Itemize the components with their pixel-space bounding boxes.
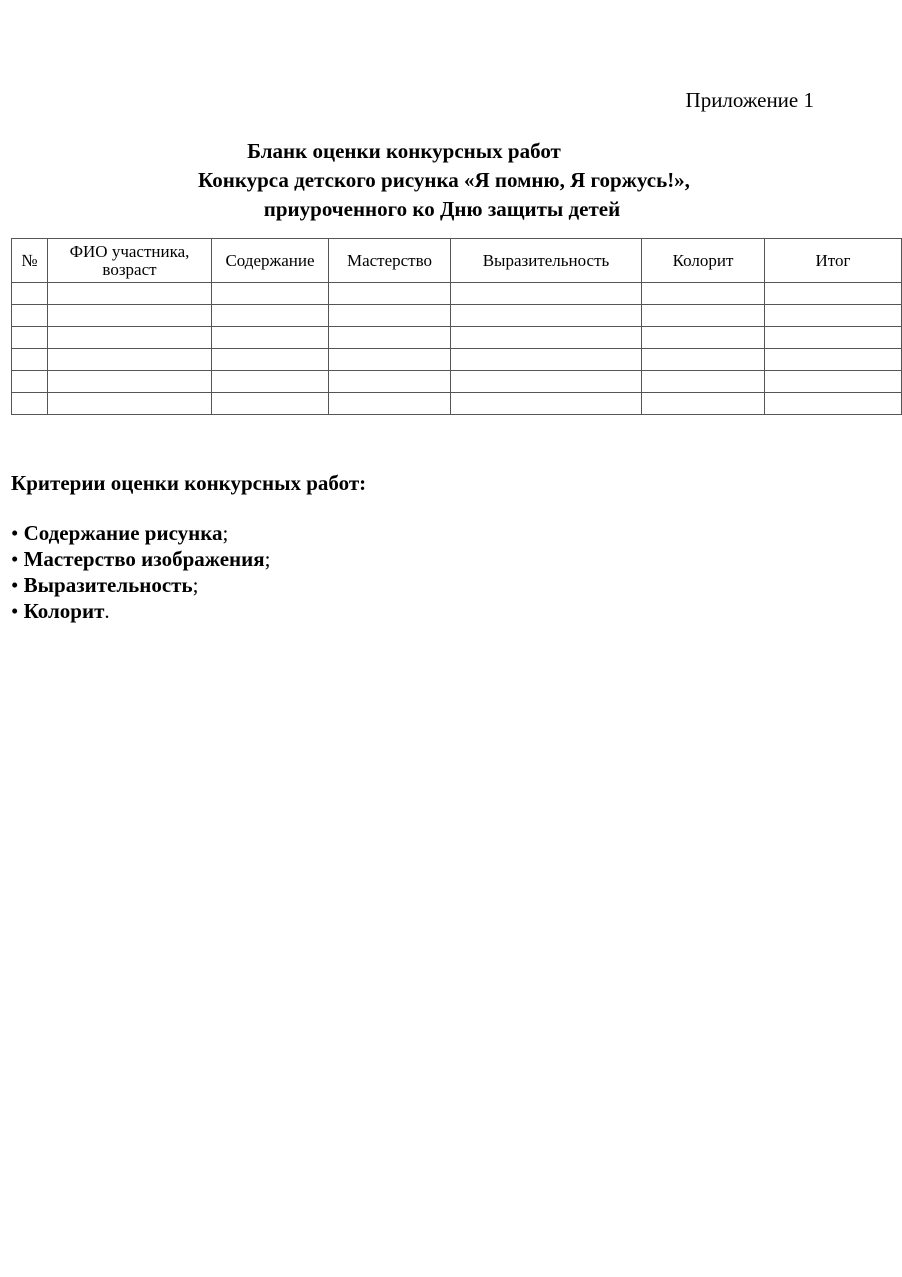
criteria-item-name: Колорит: [23, 599, 105, 623]
evaluation-table-container: [11, 238, 851, 415]
table-cell: [451, 393, 642, 415]
table-cell: [329, 349, 451, 371]
criteria-item-name: Мастерство изображения: [23, 547, 265, 571]
column-header-number: №: [12, 239, 48, 283]
table-cell: [329, 283, 451, 305]
table-row: [12, 283, 902, 305]
table-cell: [212, 393, 329, 415]
table-cell: [212, 305, 329, 327]
criteria-item-name: Содержание рисунка: [23, 521, 223, 545]
table-cell: [12, 393, 48, 415]
table-cell: [642, 393, 765, 415]
table-cell: [12, 327, 48, 349]
table-cell: [765, 305, 902, 327]
table-cell: [451, 371, 642, 393]
table-cell: [212, 371, 329, 393]
table-cell: [12, 305, 48, 327]
criteria-list: [11, 520, 366, 624]
criteria-item-end: ;: [192, 573, 199, 597]
table-cell: [48, 349, 212, 371]
bullet-glyph: •: [11, 573, 19, 597]
column-header-content: Содержание: [212, 239, 329, 283]
form-heading: [0, 137, 828, 224]
table-cell: [451, 283, 642, 305]
table-cell: [212, 327, 329, 349]
table-cell: [451, 349, 642, 371]
table-row: [12, 393, 902, 415]
criteria-item: [11, 520, 366, 546]
evaluation-table: [11, 238, 902, 415]
heading-line-2: Конкурса детского рисунка «Я помню, Я горжусь!»,: [198, 168, 690, 192]
heading-line-1: Бланк оценки конкурсных работ: [247, 139, 561, 163]
criteria-item: [11, 572, 366, 598]
table-cell: [48, 305, 212, 327]
heading-line-3: приуроченного ко Дню защиты детей: [263, 197, 621, 221]
criteria-item: [11, 598, 366, 624]
table-cell: [329, 327, 451, 349]
table-cell: [48, 327, 212, 349]
table-cell: [642, 349, 765, 371]
table-row: [12, 327, 902, 349]
table-body: [12, 283, 902, 415]
column-header-colorit: Колорит: [642, 239, 765, 283]
table-cell: [212, 283, 329, 305]
bullet-glyph: •: [11, 521, 19, 545]
table-cell: [765, 393, 902, 415]
criteria-item-name: Выразительность: [23, 573, 193, 597]
table-cell: [642, 305, 765, 327]
bullet-glyph: •: [11, 599, 19, 623]
table-cell: [642, 327, 765, 349]
table-cell: [329, 371, 451, 393]
criteria-item-end: .: [104, 599, 110, 623]
criteria-title: Критерии оценки конкурсных работ:: [11, 471, 367, 495]
table-cell: [451, 327, 642, 349]
table-cell: [765, 327, 902, 349]
column-header-expressiveness: Выразительность: [451, 239, 642, 283]
bullet-glyph: •: [11, 547, 19, 571]
table-row: [12, 349, 902, 371]
table-cell: [212, 349, 329, 371]
table-cell: [642, 371, 765, 393]
column-header-total: Итог: [765, 239, 902, 283]
table-cell: [48, 283, 212, 305]
table-cell: [765, 371, 902, 393]
table-cell: [765, 283, 902, 305]
table-cell: [451, 305, 642, 327]
criteria-item-end: ;: [222, 521, 229, 545]
table-row: [12, 305, 902, 327]
table-row: [12, 371, 902, 393]
table-cell: [329, 305, 451, 327]
table-cell: [12, 283, 48, 305]
table-cell: [12, 349, 48, 371]
table-cell: [642, 283, 765, 305]
table-cell: [48, 371, 212, 393]
table-cell: [48, 393, 212, 415]
appendix-label: Приложение 1: [685, 88, 814, 112]
table-header-row: [12, 239, 902, 283]
criteria-section: [11, 470, 366, 624]
criteria-item-end: ;: [264, 547, 271, 571]
column-header-participant: ФИО участника, возраст: [48, 239, 212, 283]
column-header-mastery: Мастерство: [329, 239, 451, 283]
table-cell: [329, 393, 451, 415]
criteria-item: [11, 546, 366, 572]
table-cell: [765, 349, 902, 371]
table-cell: [12, 371, 48, 393]
